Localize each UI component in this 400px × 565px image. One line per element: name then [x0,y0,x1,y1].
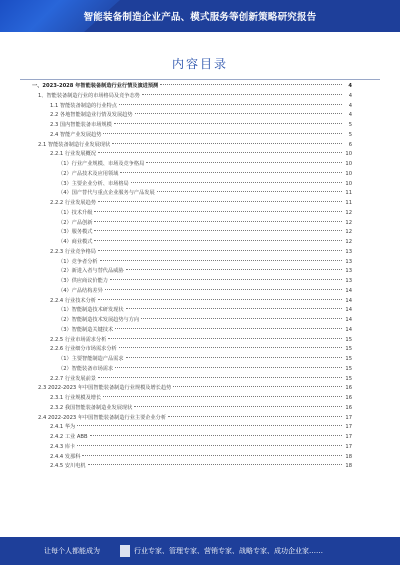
toc-leader-dots [98,250,342,251]
toc-entry-title: 2.4.3 库卡 [50,443,76,450]
toc-entry-page: 16 [345,404,352,411]
toc-entry[interactable] [32,316,352,326]
toc-entry-title: 2.2.6 行业细分市场需求分析 [50,346,117,353]
toc-entry[interactable] [32,258,352,268]
toc-entry-title: 2.2.5 行业市场需求分析 [50,336,107,343]
toc-entry-page: 12 [345,219,352,226]
toc-leader-dots [110,279,342,280]
toc-entry-title: （1）主要智能制造产品需求 [58,356,124,362]
toc-entry[interactable] [32,170,352,180]
toc-leader-dots [112,143,342,144]
toc-leader-dots [119,104,342,105]
toc-leader-dots [115,367,342,368]
toc-entry-title: （3）主要企业分析、市场格局 [58,180,129,187]
toc-entry-page: 15 [345,336,352,343]
toc-leader-dots [119,347,342,348]
toc-leader-dots [77,445,342,446]
toc-entry-page: 5 [348,131,352,138]
toc-entry-page: 4 [348,102,352,109]
toc-entry-page: 14 [345,297,352,304]
toc-leader-dots [120,172,342,173]
toc-entry-page: 14 [345,326,352,333]
toc-leader-dots [88,464,342,465]
toc-entry-title: 2.3 2022-2023 年中国智能装备制造行业规模及增长趋势 [38,385,172,392]
toc-entry-title: 2.2.3 行业竞争格局 [50,248,96,255]
toc-leader-dots [94,221,342,222]
toc-entry[interactable] [32,355,352,365]
toc-entry[interactable] [32,92,352,102]
toc-entry-page: 13 [345,248,352,255]
toc-entry-title: 2.4.1 华为 [50,424,76,431]
toc-entry-title: 2.1 智能装备制造行业发展现状 [38,141,111,148]
toc-entry-page: 13 [345,278,352,284]
toc-entry[interactable] [32,102,352,112]
footer-slogan: 让每个人都能成为 [44,547,100,555]
toc-entry[interactable] [32,287,352,297]
toc-entry[interactable] [32,394,352,404]
toc-entry-page: 17 [345,424,352,431]
toc-leader-dots [160,84,342,85]
toc-entry[interactable] [32,82,352,92]
toc-leader-dots [100,260,342,261]
toc-entry[interactable] [32,277,352,287]
toc-entry-title: 1、智能装备制造行业的市场格局及竞争态势 [38,92,140,99]
toc-entry-page: 6 [348,141,352,148]
toc-entry-page: 5 [348,122,352,128]
toc-entry-title: （4）商业模式 [58,239,93,245]
toc-entry[interactable] [32,219,352,229]
toc-entry-title: 2.4 2022-2023 年中国智能装备制造行业主要企业分析 [38,414,167,421]
toc-entry-title: 2.4 智能产业发展趋势 [50,131,102,138]
toc-entry-page: 17 [345,414,352,421]
toc-entry-page: 11 [345,190,352,197]
toc-entry[interactable] [32,111,352,121]
toc-entry[interactable] [32,375,352,385]
toc-entry[interactable] [32,150,352,160]
toc-entry-title: （2）产品技术及应用领域 [58,170,119,177]
toc-leader-dots [146,162,342,163]
toc-entry-page: 15 [345,375,352,382]
toc-entry[interactable] [32,453,352,463]
toc-entry-page: 14 [345,307,352,314]
toc-entry[interactable] [32,433,352,443]
toc-entry[interactable] [32,228,352,238]
toc-entry-title: （2）产品创新 [58,219,93,226]
toc-entry[interactable] [32,238,352,248]
toc-leader-dots [108,338,342,339]
toc-entry[interactable] [32,297,352,307]
toc-entry[interactable] [32,384,352,394]
toc-leader-dots [115,328,342,329]
toc-entry-page: 4 [348,92,352,99]
toc-leader-dots [90,435,342,436]
toc-entry-title: （1）智能制造技术研发现状 [58,307,124,314]
toc-entry[interactable] [32,345,352,355]
toc-leader-dots [98,299,342,300]
toc-entry[interactable] [32,131,352,141]
footer-banner [0,537,400,565]
toc-entry-page: 13 [345,258,352,265]
toc-entry-title: （3）供应商议价能力 [58,278,108,284]
toc-heading: 内容目录 [171,57,228,71]
toc-leader-dots [126,269,342,270]
toc-leader-dots [141,318,342,319]
toc-entry[interactable] [32,404,352,414]
footer-separator [120,545,130,557]
toc-entry[interactable] [32,189,352,199]
toc-entry-page: 10 [345,170,352,177]
toc-entry-title: （2）智能装备市场需求 [58,365,114,372]
toc-leader-dots [105,289,342,290]
toc-entry-page: 4 [348,112,352,119]
toc-leader-dots [77,425,342,426]
toc-entry[interactable] [32,141,352,151]
toc-entry[interactable] [32,121,352,131]
toc-entry-title: 2.2.4 行业技术分析 [50,297,96,304]
toc-leader-dots [134,406,342,407]
toc-entry-title: 2.3 国内智能装备市场规模 [50,122,112,128]
toc-leader-dots [114,123,342,124]
toc-entry-page: 10 [345,180,352,187]
toc-entry-page: 11 [345,200,352,206]
report-title: 智能装备制造企业产品、模式服务等创新策略研究报告 [83,12,317,23]
toc-entry-page: 15 [345,365,352,372]
toc-entry[interactable] [32,248,352,258]
toc-entry-title: （2）新进入者与替代品威胁 [58,268,124,275]
toc-entry[interactable] [32,306,352,316]
toc-leader-dots [103,396,342,397]
toc-entry-title: 2.4.4 发那科 [50,453,81,460]
header-banner [0,0,400,32]
toc-entry-title: 2.2.7 行业发展前景 [50,375,96,382]
toc-leader-dots [126,308,342,309]
toc-entry[interactable] [32,180,352,190]
toc-entry[interactable] [32,414,352,424]
toc-entry-page: 17 [345,434,352,440]
toc-entry-page: 15 [345,356,352,362]
toc-leader-dots [131,182,342,183]
toc-leader-dots [94,230,342,231]
toc-leader-dots [126,357,342,358]
toc-entry-title: （4）产品结构差异 [58,287,103,294]
toc-entry-page: 17 [345,443,352,450]
toc-entry[interactable] [32,443,352,453]
toc-entry-title: 1.1 智能装备制造的行业特点 [50,102,117,109]
toc-entry[interactable] [32,365,352,375]
toc-entry-page: 10 [345,161,352,167]
toc-leader-dots [82,455,342,456]
toc-entry-page: 15 [345,346,352,353]
toc-entry-page: 16 [345,385,352,392]
toc-entry-title: （3）智能制造关键技术 [58,326,114,333]
toc-entry-title: 2.4.2 工业 ABB [50,434,88,440]
toc-entry-title: （1）竞争者分析 [58,258,98,265]
toc-leader-dots [98,377,342,378]
toc-entry[interactable] [32,336,352,346]
toc-entry[interactable] [32,462,352,472]
toc-entry-page: 14 [345,317,352,323]
toc-leader-dots [103,133,342,134]
toc-entry-title: （3）服务模式 [58,229,93,236]
toc-leader-dots [94,240,342,241]
toc-entry-page: 18 [345,463,352,470]
toc-entry-title: （1）行业产业规模、市场及竞争格局 [58,161,145,167]
toc-divider [20,79,380,80]
toc-entry[interactable] [32,199,352,209]
toc-entry-title: （4）国产替代与重点企业服务与产品发展 [58,190,155,197]
toc-entry[interactable] [32,423,352,433]
toc-entry-page: 12 [345,229,352,236]
toc-entry[interactable] [32,326,352,336]
toc-leader-dots [157,191,342,192]
toc-entry-page: 16 [345,395,352,401]
toc-entry-title: 2.2 各地智能制造业行情及发展趋势 [50,112,133,119]
toc-leader-dots [94,211,342,212]
toc-entry-title: 2.2.1 行业发展概况 [50,151,96,158]
toc-leader-dots [98,152,342,153]
toc-entry-page: 13 [345,268,352,275]
table-of-contents [32,82,352,472]
toc-entry-title: （1）技术升级 [58,209,93,216]
toc-entry-page: 4 [348,83,352,89]
toc-entry-title: 2.4.5 安川电机 [50,463,86,470]
toc-entry-page: 18 [345,453,352,460]
toc-entry-title: （2）智能制造技术发展趋势与方向 [58,317,140,323]
toc-entry[interactable] [32,209,352,219]
toc-entry-title: 2.3.2 我国智能装备制造业发展现状 [50,404,133,411]
toc-entry-page: 12 [345,239,352,245]
toc-entry-title: 2.3.1 行业规模及增长 [50,395,102,401]
toc-entry[interactable] [32,267,352,277]
toc-leader-dots [168,416,342,417]
toc-leader-dots [98,201,342,202]
toc-entry[interactable] [32,160,352,170]
toc-entry-page: 14 [345,287,352,294]
toc-entry-page: 10 [345,151,352,158]
toc-entry-page: 12 [345,209,352,216]
toc-entry-title: 一、2023-2028 年智能装备制造行业行情及演进预测 [32,83,159,89]
toc-leader-dots [135,113,342,114]
footer-tagline: 行业专家、管理专家、营销专家、战略专家、成功企业家…… [134,547,323,555]
toc-leader-dots [142,94,342,95]
toc-entry-title: 2.2.2 行业发展趋势 [50,200,96,206]
toc-leader-dots [173,386,342,387]
